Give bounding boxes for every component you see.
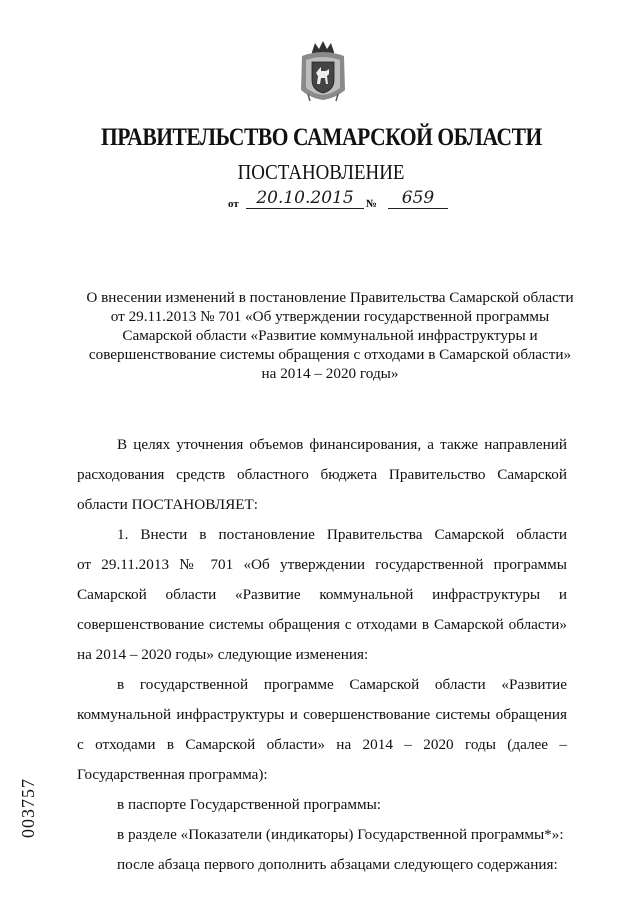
document-date: 20.10.2015 bbox=[246, 188, 364, 209]
body-line: Самарской области «Развитие коммунальной инфраструктуры и bbox=[77, 586, 567, 603]
body-line: В целях уточнения объемов финансирования, а также направлений bbox=[117, 436, 567, 453]
body-line: с отходами в Самарской области» на 2014 – 2020 годы (далее – bbox=[77, 736, 567, 753]
date-prefix: от bbox=[228, 198, 239, 210]
body-line: в государственной программе Самарской области «Развитие bbox=[117, 676, 567, 693]
organization-title: ПРАВИТЕЛЬСТВО САМАРСКОЙ ОБЛАСТИ bbox=[100, 124, 542, 151]
document-number: 659 bbox=[388, 188, 448, 209]
body-line: Государственная программа): bbox=[77, 766, 268, 783]
document-type: ПОСТАНОВЛЕНИЕ bbox=[237, 160, 405, 184]
document-subject bbox=[60, 288, 600, 383]
subject-line: на 2014 – 2020 годы» bbox=[261, 365, 399, 382]
body-line: в разделе «Показатели (индикаторы) Государственной программы*»: bbox=[117, 826, 564, 843]
coat-of-arms-emblem bbox=[298, 38, 348, 102]
subject-line: от 29.11.2013 № 701 «Об утверждении государственной программы bbox=[110, 308, 550, 325]
body-line: в паспорте Государственной программы: bbox=[117, 796, 382, 813]
date-number-line bbox=[228, 188, 468, 218]
document-body bbox=[77, 433, 567, 877]
body-line: 1. Внести в постановление Правительства Самарской области bbox=[117, 526, 567, 543]
number-prefix: № bbox=[366, 198, 378, 210]
margin-registration-number: 003757 bbox=[18, 778, 38, 838]
subject-line: совершенствование системы обращения с отходами в Самарской области» bbox=[88, 346, 572, 363]
body-line: после абзаца первого дополнить абзацами следующего содержания: bbox=[117, 856, 558, 873]
body-line: от 29.11.2013 № 701 «Об утверждении государственной программы bbox=[77, 556, 567, 573]
body-line: области ПОСТАНОВЛЯЕТ: bbox=[77, 496, 258, 513]
body-line: на 2014 – 2020 годы» следующие изменения: bbox=[77, 646, 369, 663]
subject-line: О внесении изменений в постановление Правительства Самарской области bbox=[86, 289, 574, 306]
body-line: коммунальной инфраструктуры и совершенствование системы обращения bbox=[77, 706, 567, 723]
body-line: совершенствование системы обращения с отходами в Самарской области» bbox=[77, 616, 567, 633]
body-line: расходования средств областного бюджета Правительство Самарской bbox=[77, 466, 567, 483]
subject-line: Самарской области «Развитие коммунальной инфраструктуры и bbox=[122, 327, 538, 344]
